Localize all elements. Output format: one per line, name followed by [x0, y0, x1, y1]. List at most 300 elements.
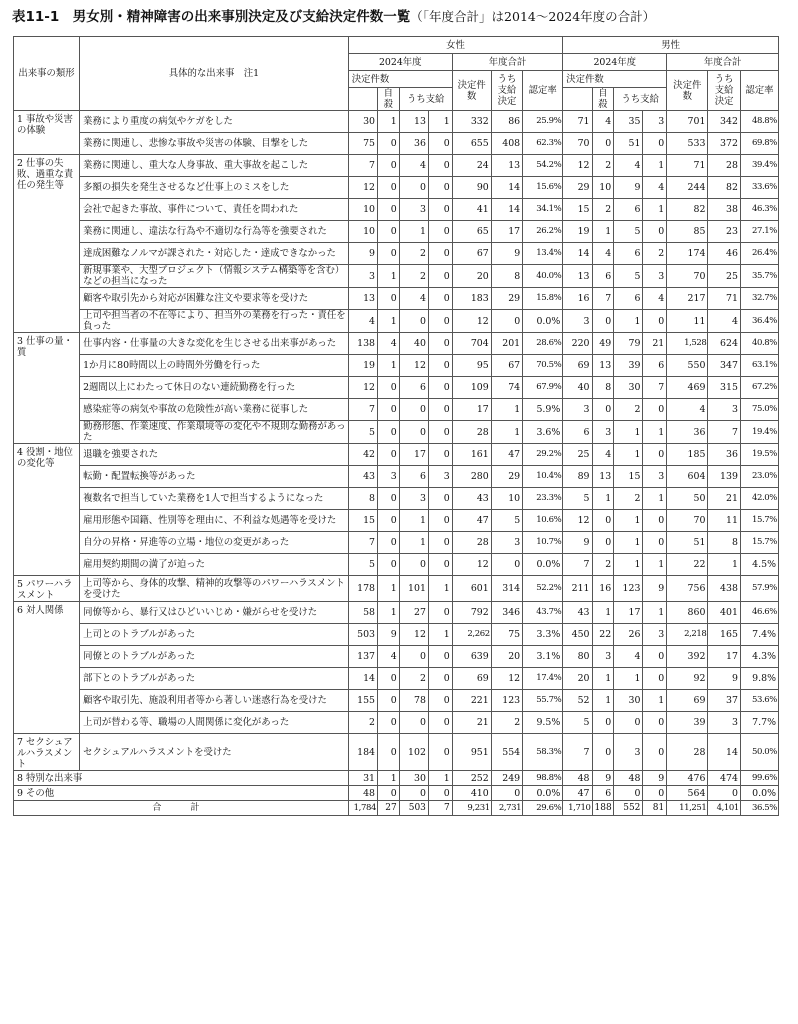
value-cell: 2: [592, 155, 614, 177]
value-cell: 860: [667, 602, 708, 624]
value-cell: 0.0%: [523, 554, 563, 576]
value-cell: 0: [399, 399, 428, 421]
value-cell: 1: [614, 554, 643, 576]
value-cell: 23: [708, 221, 741, 243]
value-cell: 16: [563, 288, 592, 310]
value-cell: 0: [428, 310, 452, 333]
value-cell: 8: [348, 488, 377, 510]
value-cell: 62.3%: [523, 133, 563, 155]
value-cell: 11,251: [667, 801, 708, 816]
value-cell: 27: [399, 602, 428, 624]
value-cell: 0: [378, 554, 400, 576]
value-cell: 69: [563, 355, 592, 377]
event-cell: 上司とのトラブルがあった: [80, 624, 349, 646]
value-cell: 37: [708, 690, 741, 712]
value-cell: 0: [643, 668, 667, 690]
table-row: [14, 155, 779, 177]
table-title: [12, 5, 792, 29]
value-cell: 28: [452, 421, 491, 444]
event-cell: 雇用形態や国籍、性別等を理由に、不利益な処遇等を受けた: [80, 510, 349, 532]
value-cell: 4: [399, 288, 428, 310]
value-cell: 346: [491, 602, 522, 624]
value-cell: 0: [428, 690, 452, 712]
header-male-paid-decision: うち支給決定: [708, 71, 741, 111]
value-cell: 58: [348, 602, 377, 624]
value-cell: 392: [667, 646, 708, 668]
value-cell: 0: [378, 133, 400, 155]
value-cell: 12: [399, 624, 428, 646]
value-cell: 249: [491, 771, 522, 786]
table-row: [14, 624, 779, 646]
table-row: [14, 288, 779, 310]
value-cell: 29: [563, 177, 592, 199]
value-cell: 0: [643, 532, 667, 554]
value-cell: 14: [491, 177, 522, 199]
value-cell: 35: [614, 111, 643, 133]
value-cell: 39: [667, 712, 708, 734]
table-row: [14, 602, 779, 624]
value-cell: 89: [563, 466, 592, 488]
value-cell: 30: [399, 771, 428, 786]
value-cell: 3: [614, 734, 643, 771]
value-cell: 2: [614, 399, 643, 421]
value-cell: 11: [667, 310, 708, 333]
value-cell: 4,101: [708, 801, 741, 816]
table-row: [14, 488, 779, 510]
value-cell: 10: [491, 488, 522, 510]
event-cell: 達成困難なノルマが課された・対応した・達成できなかった: [80, 243, 349, 265]
value-cell: 0: [378, 399, 400, 421]
value-cell: 29: [491, 466, 522, 488]
value-cell: 74: [491, 377, 522, 399]
table-row: [14, 668, 779, 690]
value-cell: 9: [614, 177, 643, 199]
value-cell: 10: [348, 199, 377, 221]
value-cell: 39: [614, 355, 643, 377]
value-cell: 11: [708, 510, 741, 532]
value-cell: 4: [592, 111, 614, 133]
value-cell: 0: [643, 133, 667, 155]
value-cell: 1: [399, 221, 428, 243]
value-cell: 1: [592, 668, 614, 690]
value-cell: 5: [563, 488, 592, 510]
value-cell: 533: [667, 133, 708, 155]
value-cell: 655: [452, 133, 491, 155]
value-cell: 26.2%: [523, 221, 563, 243]
value-cell: 0: [592, 510, 614, 532]
category-cell: 2 仕事の失敗、過重な責任の発生等: [14, 155, 80, 333]
value-cell: 9: [348, 243, 377, 265]
value-cell: 7: [708, 421, 741, 444]
value-cell: 26.4%: [740, 243, 778, 265]
value-cell: 71: [708, 288, 741, 310]
value-cell: 0: [428, 712, 452, 734]
total-row-label: 合 計: [14, 801, 349, 816]
value-cell: 639: [452, 646, 491, 668]
value-cell: 604: [667, 466, 708, 488]
header-male-suicide: 自殺: [592, 88, 614, 111]
value-cell: 0: [614, 712, 643, 734]
value-cell: 8: [491, 265, 522, 288]
value-cell: 85: [667, 221, 708, 243]
event-cell: 同僚等から、暴行又はひどいいじめ・嫌がらせを受けた: [80, 602, 349, 624]
table-row: [14, 532, 779, 554]
value-cell: 41: [452, 199, 491, 221]
value-cell: 7: [563, 734, 592, 771]
table-row: [14, 111, 779, 133]
event-cell: 会社で起きた事故、事件について、責任を問われた: [80, 199, 349, 221]
value-cell: 43.7%: [523, 602, 563, 624]
value-cell: 13: [563, 265, 592, 288]
event-cell: 同僚とのトラブルがあった: [80, 646, 349, 668]
value-cell: 20: [563, 668, 592, 690]
header-female-of-which-paid: うち支給: [399, 88, 452, 111]
value-cell: 0: [428, 554, 452, 576]
value-cell: 5: [348, 554, 377, 576]
value-cell: 0: [643, 399, 667, 421]
value-cell: 315: [708, 377, 741, 399]
value-cell: 401: [708, 602, 741, 624]
value-cell: 183: [452, 288, 491, 310]
value-cell: 8: [592, 377, 614, 399]
value-cell: 3: [399, 488, 428, 510]
value-cell: 4: [643, 177, 667, 199]
value-cell: 36: [708, 444, 741, 466]
value-cell: 0: [428, 734, 452, 771]
value-cell: 3: [592, 421, 614, 444]
value-cell: 12: [348, 177, 377, 199]
value-cell: 1: [643, 554, 667, 576]
title-main: 表11-1 男女別・精神障害の出来事別決定及び支給決定件数一覧: [12, 9, 411, 25]
value-cell: 9: [643, 576, 667, 602]
value-cell: 0: [378, 488, 400, 510]
value-cell: 70.5%: [523, 355, 563, 377]
value-cell: 1,784: [348, 801, 377, 816]
value-cell: 3.6%: [523, 421, 563, 444]
value-cell: 7.4%: [740, 624, 778, 646]
value-cell: 1: [643, 155, 667, 177]
value-cell: 0: [428, 243, 452, 265]
event-cell: 上司や担当者の不在等により、担当外の業務を行った・責任を負った: [80, 310, 349, 333]
event-cell: 部下とのトラブルがあった: [80, 668, 349, 690]
value-cell: 19: [348, 355, 377, 377]
value-cell: 17: [491, 221, 522, 243]
value-cell: 564: [667, 786, 708, 801]
value-cell: 0: [491, 310, 522, 333]
event-cell: 上司が替わる等、職場の人間関係に変化があった: [80, 712, 349, 734]
value-cell: 25.9%: [523, 111, 563, 133]
value-cell: 185: [667, 444, 708, 466]
value-cell: 48.8%: [740, 111, 778, 133]
value-cell: 6: [399, 466, 428, 488]
value-cell: 0: [592, 532, 614, 554]
header-female-decision-count: 決定件数: [452, 71, 491, 111]
value-cell: 22: [667, 554, 708, 576]
value-cell: 0: [708, 786, 741, 801]
value-cell: 36.4%: [740, 310, 778, 333]
value-cell: 4: [614, 646, 643, 668]
value-cell: 1: [643, 690, 667, 712]
value-cell: 48: [348, 786, 377, 801]
value-cell: 3: [643, 466, 667, 488]
value-cell: 22: [592, 624, 614, 646]
header-male-decision-count: 決定件数: [667, 71, 708, 111]
value-cell: 15: [348, 510, 377, 532]
value-cell: 3: [563, 310, 592, 333]
value-cell: 410: [452, 786, 491, 801]
value-cell: 0: [378, 690, 400, 712]
value-cell: 0: [399, 177, 428, 199]
value-cell: 7: [428, 801, 452, 816]
value-cell: 0: [399, 712, 428, 734]
value-cell: 50: [667, 488, 708, 510]
value-cell: 0: [592, 712, 614, 734]
value-cell: 6: [614, 288, 643, 310]
header-female-rate: 認定率: [523, 71, 563, 111]
value-cell: 12: [399, 355, 428, 377]
value-cell: 51: [667, 532, 708, 554]
value-cell: 23.0%: [740, 466, 778, 488]
value-cell: 7: [348, 155, 377, 177]
value-cell: 0: [428, 221, 452, 243]
value-cell: 0: [428, 488, 452, 510]
event-cell: 顧客や取引先、施設利用者等から著しい迷惑行為を受けた: [80, 690, 349, 712]
value-cell: 40.8%: [740, 333, 778, 355]
value-cell: 601: [452, 576, 491, 602]
value-cell: 0: [378, 444, 400, 466]
value-cell: 550: [667, 355, 708, 377]
value-cell: 1: [643, 199, 667, 221]
value-cell: 2: [614, 488, 643, 510]
value-cell: 1: [428, 576, 452, 602]
value-cell: 0: [643, 734, 667, 771]
event-cell: 顧客や取引先から対応が困難な注文や要求等を受けた: [80, 288, 349, 310]
value-cell: 40.0%: [523, 265, 563, 288]
value-cell: 13: [348, 288, 377, 310]
value-cell: 252: [452, 771, 491, 786]
value-cell: 1: [428, 771, 452, 786]
value-cell: 756: [667, 576, 708, 602]
value-cell: 408: [491, 133, 522, 155]
value-cell: 14: [491, 199, 522, 221]
value-cell: 15.6%: [523, 177, 563, 199]
value-cell: 0: [428, 177, 452, 199]
value-cell: 3: [592, 646, 614, 668]
table-row: [14, 510, 779, 532]
header-female-paid-decision: うち支給決定: [491, 71, 522, 111]
value-cell: 7: [348, 532, 377, 554]
category-cell: 4 役割・地位の変化等: [14, 444, 80, 576]
value-cell: 14: [563, 243, 592, 265]
value-cell: 0: [428, 155, 452, 177]
value-cell: 792: [452, 602, 491, 624]
value-cell: 3.3%: [523, 624, 563, 646]
value-cell: 1: [614, 421, 643, 444]
table-row: [14, 399, 779, 421]
value-cell: 1,528: [667, 333, 708, 355]
event-cell: 転勤・配置転換等があった: [80, 466, 349, 488]
value-cell: 0: [378, 734, 400, 771]
value-cell: 372: [708, 133, 741, 155]
value-cell: 69.8%: [740, 133, 778, 155]
value-cell: 17: [452, 399, 491, 421]
value-cell: 75: [348, 133, 377, 155]
value-cell: 25: [563, 444, 592, 466]
value-cell: 138: [348, 333, 377, 355]
event-cell: 1か月に80時間以上の時間外労働を行った: [80, 355, 349, 377]
value-cell: 12: [348, 377, 377, 399]
value-cell: 80: [563, 646, 592, 668]
value-cell: 0: [643, 310, 667, 333]
value-cell: 1: [592, 690, 614, 712]
value-cell: 12: [563, 510, 592, 532]
value-cell: 70: [667, 265, 708, 288]
table-row: [14, 712, 779, 734]
value-cell: 30: [614, 377, 643, 399]
value-cell: 450: [563, 624, 592, 646]
value-cell: 552: [614, 801, 643, 816]
value-cell: 1: [378, 771, 400, 786]
value-cell: 3: [348, 265, 377, 288]
header-blank: [563, 88, 592, 111]
value-cell: 20: [491, 646, 522, 668]
value-cell: 244: [667, 177, 708, 199]
table-row: [14, 646, 779, 668]
table-row: [14, 133, 779, 155]
value-cell: 29.2%: [523, 444, 563, 466]
value-cell: 5: [348, 421, 377, 444]
value-cell: 52.2%: [523, 576, 563, 602]
value-cell: 3: [643, 111, 667, 133]
value-cell: 1: [399, 510, 428, 532]
value-cell: 3: [378, 466, 400, 488]
event-cell: 勤務形態、作業速度、作業環境等の変化や不規則な勤務があった: [80, 421, 349, 444]
value-cell: 0: [428, 399, 452, 421]
value-cell: 36: [667, 421, 708, 444]
value-cell: 17: [708, 646, 741, 668]
header-female-2024: 2024年度: [348, 54, 452, 71]
value-cell: 1: [614, 444, 643, 466]
value-cell: 47: [563, 786, 592, 801]
value-cell: 5: [614, 221, 643, 243]
value-cell: 27: [378, 801, 400, 816]
value-cell: 1: [614, 668, 643, 690]
value-cell: 14: [348, 668, 377, 690]
value-cell: 53.6%: [740, 690, 778, 712]
table-row: [14, 355, 779, 377]
value-cell: 4.5%: [740, 554, 778, 576]
value-cell: 0: [428, 444, 452, 466]
value-cell: 0: [643, 646, 667, 668]
value-cell: 6: [592, 265, 614, 288]
value-cell: 98.8%: [523, 771, 563, 786]
category-cell: 3 仕事の量・質: [14, 333, 80, 444]
value-cell: 1: [378, 111, 400, 133]
value-cell: 79: [614, 333, 643, 355]
value-cell: 0.0%: [523, 310, 563, 333]
value-cell: 58.3%: [523, 734, 563, 771]
value-cell: 28: [667, 734, 708, 771]
value-cell: 15: [614, 466, 643, 488]
table-row: [14, 265, 779, 288]
value-cell: 12: [491, 668, 522, 690]
value-cell: 1: [378, 576, 400, 602]
value-cell: 438: [708, 576, 741, 602]
value-cell: 52: [563, 690, 592, 712]
value-cell: 70: [667, 510, 708, 532]
event-cell: 感染症等の病気や事故の危険性が高い業務に従事した: [80, 399, 349, 421]
value-cell: 0: [428, 377, 452, 399]
value-cell: 13: [399, 111, 428, 133]
value-cell: 1: [592, 221, 614, 243]
value-cell: 33.6%: [740, 177, 778, 199]
value-cell: 1: [614, 532, 643, 554]
value-cell: 9,231: [452, 801, 491, 816]
value-cell: 2: [399, 243, 428, 265]
value-cell: 25: [708, 265, 741, 288]
value-cell: 43: [563, 602, 592, 624]
value-cell: 0: [643, 221, 667, 243]
value-cell: 503: [348, 624, 377, 646]
event-cell: 退職を強要された: [80, 444, 349, 466]
value-cell: 201: [491, 333, 522, 355]
value-cell: 469: [667, 377, 708, 399]
value-cell: 67.9%: [523, 377, 563, 399]
value-cell: 0: [378, 377, 400, 399]
value-cell: 39.4%: [740, 155, 778, 177]
value-cell: 4: [348, 310, 377, 333]
value-cell: 28: [708, 155, 741, 177]
value-cell: 4.3%: [740, 646, 778, 668]
value-cell: 161: [452, 444, 491, 466]
table-row: [14, 466, 779, 488]
value-cell: 69: [452, 668, 491, 690]
header-male-2024: 2024年度: [563, 54, 667, 71]
value-cell: 0: [592, 310, 614, 333]
value-cell: 102: [399, 734, 428, 771]
value-cell: 75.0%: [740, 399, 778, 421]
table-row: [14, 444, 779, 466]
value-cell: 0: [614, 786, 643, 801]
value-cell: 38: [708, 199, 741, 221]
value-cell: 0: [399, 786, 428, 801]
header-female: 女性: [348, 37, 563, 54]
event-cell: 2週間以上にわたって休日のない連続勤務を行った: [80, 377, 349, 399]
value-cell: 109: [452, 377, 491, 399]
event-cell: 仕事内容・仕事量の大きな変化を生じさせる出来事があった: [80, 333, 349, 355]
value-cell: 101: [399, 576, 428, 602]
value-cell: 1: [378, 602, 400, 624]
value-cell: 13: [592, 466, 614, 488]
value-cell: 0: [399, 310, 428, 333]
special-row-label: 8 特別な出来事: [14, 771, 349, 786]
value-cell: 12: [452, 310, 491, 333]
table-row: [14, 199, 779, 221]
value-cell: 19: [563, 221, 592, 243]
value-cell: 46: [708, 243, 741, 265]
value-cell: 9: [563, 532, 592, 554]
value-cell: 1: [643, 602, 667, 624]
value-cell: 9: [491, 243, 522, 265]
value-cell: 90: [452, 177, 491, 199]
value-cell: 2: [592, 554, 614, 576]
value-cell: 139: [708, 466, 741, 488]
value-cell: 624: [708, 333, 741, 355]
value-cell: 1: [643, 421, 667, 444]
value-cell: 5: [563, 712, 592, 734]
value-cell: 0: [378, 712, 400, 734]
value-cell: 4: [378, 333, 400, 355]
